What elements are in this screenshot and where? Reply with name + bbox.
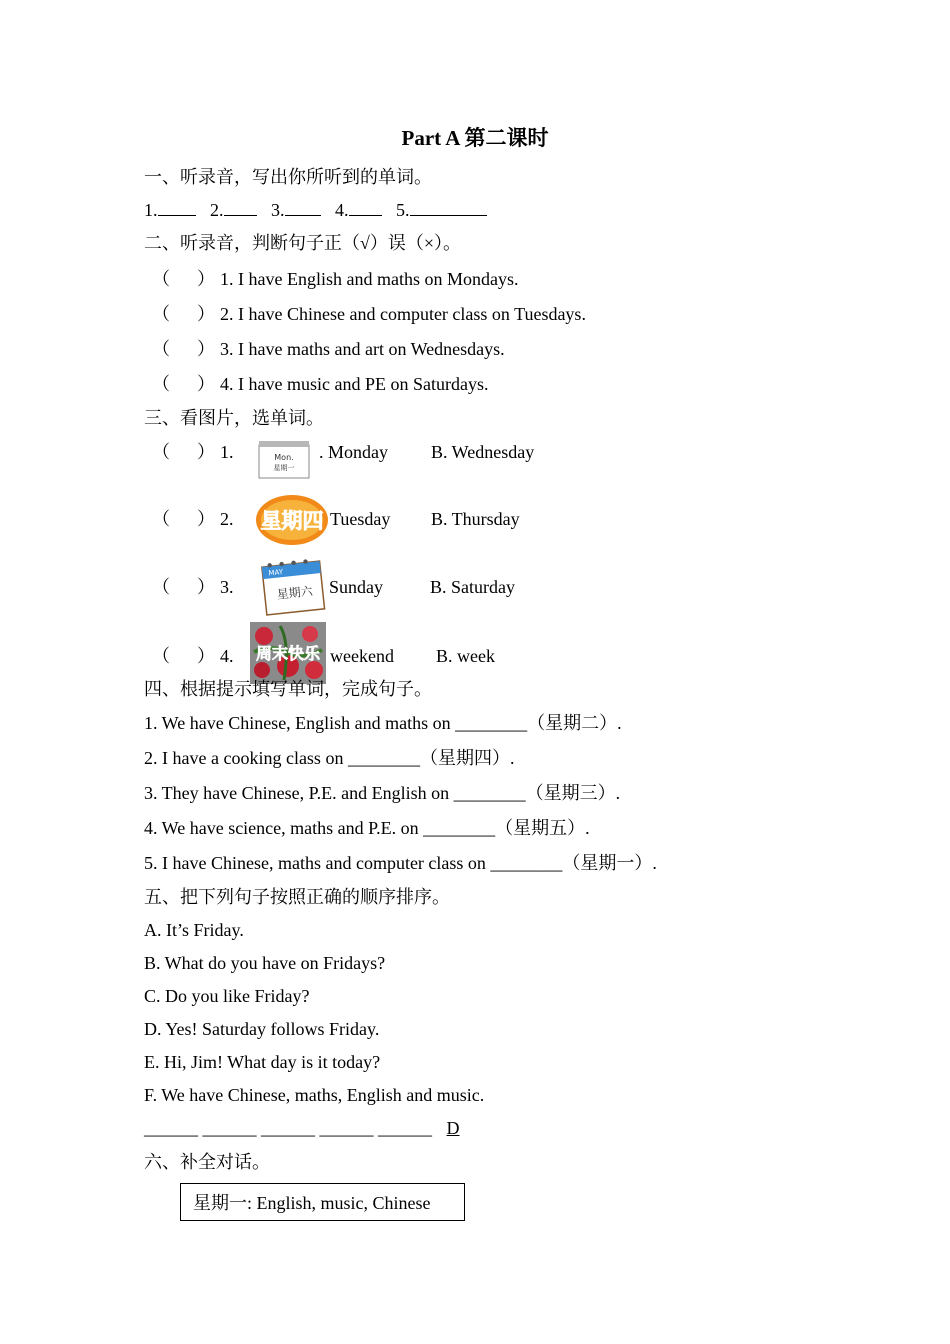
- paren-close: ）: [197, 269, 215, 289]
- choice-number: 1.: [220, 442, 234, 462]
- choice-number: 3.: [220, 577, 234, 597]
- order-sentence: D. Yes! Saturday follows Friday.: [144, 1019, 380, 1039]
- option-b: B. week: [436, 646, 495, 666]
- section-4-heading: 四、根据提示填写单词，完成句子。: [144, 679, 432, 699]
- order-sentence: B. What do you have on Fridays?: [144, 953, 386, 973]
- order-sentence: E. Hi, Jim! What day is it today?: [144, 1052, 381, 1072]
- order-answer-line: [144, 1119, 470, 1137]
- choice-number: 2.: [220, 509, 234, 529]
- section-2-heading: 二、听录音，判断句子正（√）误（×）。: [144, 233, 462, 253]
- svg-text:星期一: 星期一: [273, 464, 295, 472]
- thursday-word-art-image: [254, 493, 330, 547]
- option-a: . Monday: [319, 442, 388, 462]
- blank-label-5: 5.: [396, 200, 410, 220]
- fill-sentence: 3. They have Chinese, P.E. and English on ________（星期三）.: [144, 783, 621, 803]
- order-last-answer: D: [446, 1118, 460, 1138]
- judge-item: 2. I have Chinese and computer class on Tuesdays.: [220, 304, 586, 324]
- blank-label-4: 4.: [335, 200, 349, 220]
- timetable-text: 星期一: English, music, Chinese: [193, 1193, 431, 1213]
- paren-close: ）: [197, 442, 215, 462]
- fill-sentence: 1. We have Chinese, English and maths on ________（星期二）.: [144, 713, 622, 733]
- order-sentence: F. We have Chinese, maths, English and music.: [144, 1085, 485, 1105]
- monday-card-image: [258, 440, 310, 480]
- option-b: B. Wednesday: [431, 442, 535, 462]
- paren-close: ）: [197, 374, 215, 394]
- timetable-box: [180, 1183, 465, 1221]
- fill-sentence: 5. I have Chinese, maths and computer class on ________（星期一）.: [144, 853, 657, 873]
- section-3-heading: 三、看图片，选单词。: [144, 408, 324, 428]
- judge-item: 1. I have English and maths on Mondays.: [220, 269, 519, 289]
- svg-text:周末快乐: 周末快乐: [255, 644, 321, 663]
- paren-open: （: [152, 577, 170, 597]
- paren-close: ）: [197, 339, 215, 359]
- answer-blank[interactable]: [158, 201, 196, 216]
- paren-open: （: [152, 646, 170, 666]
- svg-text:星期四: 星期四: [260, 509, 324, 533]
- section-1-blanks: [144, 201, 487, 219]
- answer-blank[interactable]: [224, 201, 257, 216]
- order-blanks[interactable]: ______ ______ ______ ______ ______: [144, 1118, 432, 1138]
- paren-open: （: [152, 339, 170, 359]
- option-b: B. Thursday: [431, 509, 520, 529]
- answer-blank[interactable]: [349, 201, 382, 216]
- section-1-heading: 一、听录音，写出你所听到的单词。: [144, 167, 432, 187]
- answer-blank[interactable]: [285, 201, 321, 216]
- order-sentence: C. Do you like Friday?: [144, 986, 310, 1006]
- section-6-heading: 六、补全对话。: [144, 1152, 270, 1172]
- answer-blank[interactable]: [410, 201, 487, 216]
- paren-open: （: [152, 374, 170, 394]
- blank-label-1: 1.: [144, 200, 158, 220]
- paren-close: ）: [197, 577, 215, 597]
- paren-close: ）: [197, 304, 215, 324]
- fill-sentence: 4. We have science, maths and P.E. on ________（星期五）.: [144, 818, 590, 838]
- blank-label-2: 2.: [210, 200, 224, 220]
- fill-sentence: 2. I have a cooking class on ________（星期四）.: [144, 748, 515, 768]
- option-a: Tuesday: [330, 509, 391, 529]
- paren-open: （: [152, 442, 170, 462]
- page-title: Part A 第二课时: [401, 126, 549, 150]
- paren-close: ）: [197, 509, 215, 529]
- section-5-heading: 五、把下列句子按照正确的顺序排序。: [144, 887, 450, 907]
- paren-open: （: [152, 269, 170, 289]
- choice-number: 4.: [220, 646, 234, 666]
- paren-open: （: [152, 304, 170, 324]
- judge-item: 3. I have maths and art on Wednesdays.: [220, 339, 505, 359]
- svg-text:星期六: 星期六: [276, 584, 314, 602]
- weekend-flowers-image: [250, 622, 326, 684]
- option-b: B. Saturday: [430, 577, 515, 597]
- blank-label-3: 3.: [271, 200, 285, 220]
- paren-close: ）: [197, 646, 215, 666]
- saturday-calendar-image: [258, 556, 328, 616]
- paren-open: （: [152, 509, 170, 529]
- svg-text:MAY: MAY: [268, 567, 284, 578]
- judge-item: 4. I have music and PE on Saturdays.: [220, 374, 489, 394]
- svg-text:Mon.: Mon.: [274, 453, 294, 462]
- option-a: weekend: [330, 646, 394, 666]
- option-a: Sunday: [329, 577, 383, 597]
- order-sentence: A. It’s Friday.: [144, 920, 244, 940]
